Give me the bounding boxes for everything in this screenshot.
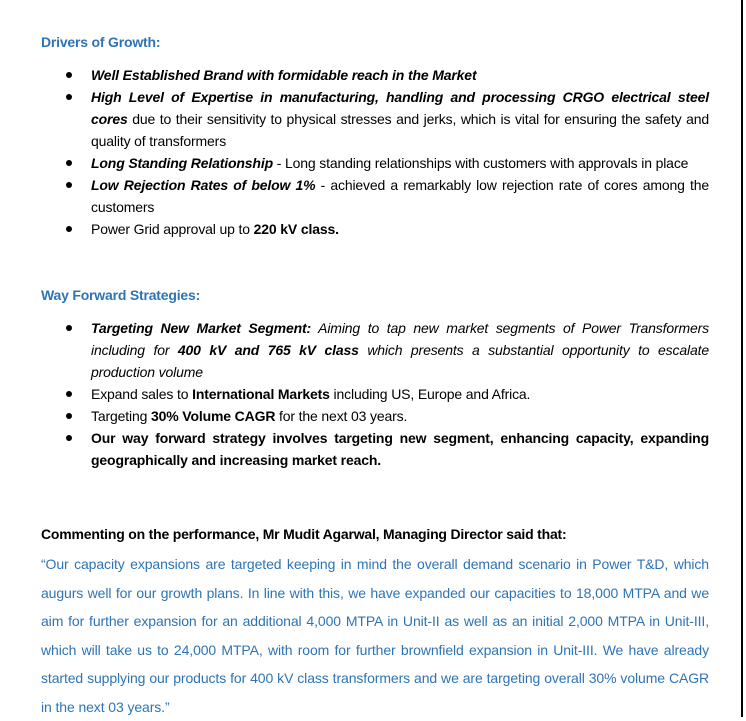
strategy-highlight: 30% Volume CAGR (150, 408, 276, 424)
drivers-list (41, 64, 709, 240)
driver-text: Power Grid approval up to (91, 221, 254, 237)
page-right-border (741, 0, 743, 717)
driver-text: due to their sensitivity to physical stresses and jerks, which is vital for ensuring the safety and quality of transformers (91, 111, 709, 149)
bullet-icon (66, 325, 72, 331)
list-item (41, 383, 709, 405)
md-quote: “Our capacity expansions are targeted keeping in mind the overall demand scenario in Power T&D, which augurs well for our growth plans. In line with this, we have expanded our capacities to 18,000 MTPA and we aim for further expansion for an additional 4,000 MTPA in Unit-II as well as an initial 2,000 MTPA in Unit-III, which will take us to 24,000 MTPA, with room for further brownfield expansion in Unit-III. We have already started supplying our products for 400 kV class transformers and we are targeting overall 30% volume CAGR in the next 03 years.” (41, 556, 709, 715)
strategy-text: including US, Europe and Africa. (329, 386, 531, 402)
strategy-highlight: International Markets (192, 386, 330, 402)
bullet-icon (66, 391, 72, 397)
bullet-icon (66, 72, 72, 78)
list-item (41, 427, 709, 471)
strategy-text: Expand sales to (91, 386, 193, 402)
strategy-summary: Our way forward strategy involves targeting new segment, enhancing capacity, expanding geographically and increasing market reach. (91, 430, 709, 468)
bullet-icon (66, 94, 72, 100)
list-item (41, 218, 709, 240)
driver-highlight: 220 kV class. (253, 221, 339, 237)
list-item (41, 405, 709, 427)
strategy-title: Targeting New Market Segment: (91, 320, 312, 336)
commentary-lead: Commenting on the performance, Mr Mudit Agarwal, Managing Director said that: (41, 526, 567, 542)
list-item (41, 317, 709, 383)
list-item (41, 174, 709, 218)
strategies-heading: Way Forward Strategies: (41, 287, 201, 303)
driver-title: Low Rejection Rates of below 1% (91, 177, 316, 193)
bullet-icon (66, 413, 72, 419)
strategy-highlight: 400 kV and 765 kV class (177, 342, 359, 358)
driver-title: Long Standing Relationship (91, 155, 273, 171)
bullet-icon (66, 435, 72, 441)
strategy-text: Targeting (91, 408, 151, 424)
bullet-icon (66, 160, 72, 166)
bullet-icon (66, 226, 72, 232)
list-item (41, 86, 709, 152)
strategy-text: Aiming to tap new market segments of Power Transformers including for (91, 320, 709, 358)
strategy-text: which presents a substantial opportunity to escalate production volume (91, 342, 709, 380)
drivers-heading: Drivers of Growth: (41, 34, 161, 50)
strategies-list (41, 317, 709, 471)
driver-title: Well Established Brand with formidable reach in the Market (91, 67, 477, 83)
driver-text: - achieved a remarkably low rejection rate of cores among the customers (91, 177, 709, 215)
driver-title: High Level of Expertise in manufacturing, handling and processing CRGO electrical steel cores (91, 89, 709, 127)
list-item (41, 152, 709, 174)
bullet-icon (66, 182, 72, 188)
strategy-text: for the next 03 years. (275, 408, 408, 424)
list-item (41, 64, 709, 86)
driver-text: - Long standing relationships with customers with approvals in place (272, 155, 689, 171)
